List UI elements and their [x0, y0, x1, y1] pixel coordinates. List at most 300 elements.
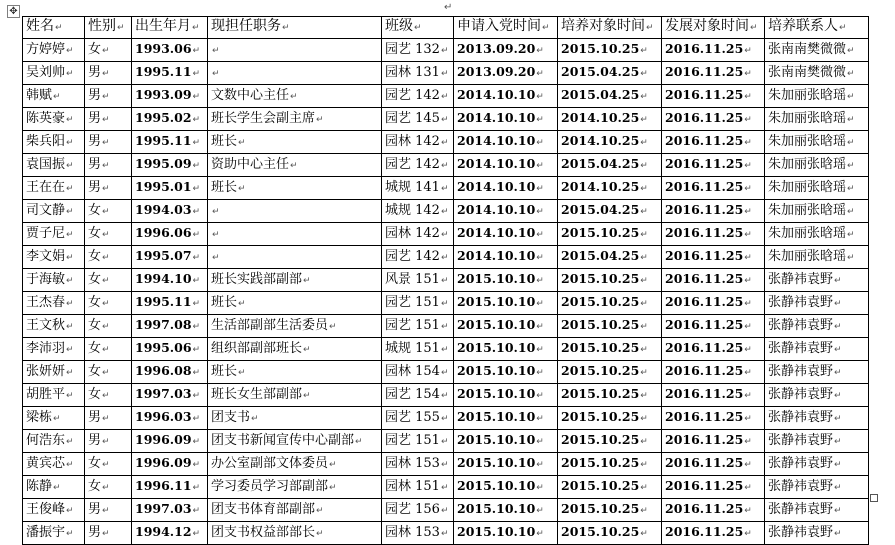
cell-name[interactable] — [23, 154, 85, 177]
cell-birth[interactable] — [132, 315, 208, 338]
cell-position[interactable] — [208, 154, 382, 177]
table-row — [23, 407, 869, 430]
cell-develop-date[interactable] — [662, 62, 765, 85]
cell-class[interactable] — [382, 292, 454, 315]
cell-name-text: 王杰春 — [26, 294, 66, 310]
cell-position[interactable] — [208, 522, 382, 545]
cell-name[interactable] — [23, 269, 85, 292]
cell-contact[interactable] — [765, 453, 869, 476]
cell-cultivate-date[interactable] — [558, 154, 662, 177]
cell-name[interactable] — [23, 361, 85, 384]
cell-birth[interactable] — [132, 361, 208, 384]
cell-end-mark: ↵ — [66, 114, 74, 125]
cell-birth[interactable] — [132, 522, 208, 545]
cell-gender[interactable] — [85, 292, 132, 315]
cell-position[interactable] — [208, 453, 382, 476]
cell-class[interactable] — [382, 39, 454, 62]
table-row — [23, 338, 869, 361]
cell-contact[interactable] — [765, 200, 869, 223]
cell-gender[interactable] — [85, 246, 132, 269]
cell-end-mark: ↵ — [744, 184, 752, 194]
cell-gender[interactable] — [85, 223, 132, 246]
cell-develop-date[interactable] — [662, 499, 765, 522]
cell-contact-text: 张静祎袁野 — [768, 501, 834, 517]
cell-class[interactable] — [382, 315, 454, 338]
cell-develop-date[interactable] — [662, 154, 765, 177]
cell-end-mark: ↵ — [640, 345, 648, 355]
cell-develop-date[interactable] — [662, 246, 765, 269]
cell-birth-text: 1997.03 — [135, 386, 192, 401]
cell-class[interactable] — [382, 62, 454, 85]
cell-apply-date[interactable] — [454, 315, 558, 338]
cell-end-mark: ↵ — [847, 229, 855, 240]
cell-develop-date[interactable] — [662, 39, 765, 62]
cell-cultivate-date-text: 2015.10.25 — [561, 340, 640, 355]
cell-apply-date[interactable] — [454, 39, 558, 62]
cell-end-mark: ↵ — [646, 23, 654, 33]
cell-class[interactable] — [382, 131, 454, 154]
cell-class[interactable] — [382, 200, 454, 223]
cell-develop-date[interactable] — [662, 85, 765, 108]
cell-gender-text: 女 — [88, 202, 102, 218]
cell-gender[interactable] — [85, 315, 132, 338]
cell-apply-date[interactable] — [454, 407, 558, 430]
cell-apply-date[interactable] — [454, 154, 558, 177]
cell-name[interactable] — [23, 453, 85, 476]
cell-name[interactable] — [23, 39, 85, 62]
cell-name[interactable] — [23, 499, 85, 522]
cell-apply-date[interactable] — [454, 476, 558, 499]
cell-cultivate-date-text: 2014.10.25 — [561, 133, 640, 148]
cell-gender-text: 女 — [88, 478, 102, 494]
cell-contact[interactable] — [765, 384, 869, 407]
cell-cultivate-date[interactable] — [558, 62, 662, 85]
cell-apply-date[interactable] — [454, 200, 558, 223]
cell-gender[interactable] — [85, 39, 132, 62]
cell-apply-date-text: 2014.10.10 — [457, 156, 536, 171]
cell-end-mark: ↵ — [102, 91, 110, 102]
cell-class[interactable] — [382, 361, 454, 384]
cell-name-text: 李文娟 — [26, 248, 66, 264]
cell-contact[interactable] — [765, 476, 869, 499]
cell-end-mark: ↵ — [303, 390, 311, 401]
cell-end-mark: ↵ — [440, 68, 449, 79]
cell-end-mark: ↵ — [66, 229, 74, 240]
cell-birth[interactable] — [132, 85, 208, 108]
cell-develop-date[interactable] — [662, 361, 765, 384]
cell-develop-date-text: 2016.11.25 — [665, 455, 744, 470]
cell-name[interactable] — [23, 476, 85, 499]
table-resize-handle[interactable] — [870, 494, 878, 502]
cell-develop-date-text: 2016.11.25 — [665, 501, 744, 516]
cell-position-text: 班长 — [211, 363, 238, 379]
cell-apply-date[interactable] — [454, 108, 558, 131]
cell-class[interactable] — [382, 407, 454, 430]
cell-end-mark: ↵ — [192, 230, 201, 240]
cell-class[interactable] — [382, 246, 454, 269]
cell-apply-date[interactable] — [454, 85, 558, 108]
cell-gender[interactable] — [85, 453, 132, 476]
header-cell-name[interactable] — [23, 17, 85, 39]
cell-birth[interactable] — [132, 108, 208, 131]
cell-cultivate-date[interactable] — [558, 85, 662, 108]
cell-contact[interactable] — [765, 246, 869, 269]
cell-class[interactable] — [382, 154, 454, 177]
cell-develop-date-text: 2016.11.25 — [665, 64, 744, 79]
cell-class[interactable] — [382, 85, 454, 108]
cell-class-text: 城规 141 — [385, 179, 440, 195]
cell-cultivate-date[interactable] — [558, 407, 662, 430]
cell-contact[interactable] — [765, 177, 869, 200]
cell-end-mark: ↵ — [66, 160, 74, 171]
cell-name[interactable] — [23, 131, 85, 154]
cell-name[interactable] — [23, 62, 85, 85]
cell-apply-date[interactable] — [454, 499, 558, 522]
cell-birth[interactable] — [132, 62, 208, 85]
cell-gender[interactable] — [85, 200, 132, 223]
cell-cultivate-date[interactable] — [558, 269, 662, 292]
cell-end-mark: ↵ — [192, 23, 200, 33]
cell-contact[interactable] — [765, 338, 869, 361]
cell-end-mark: ↵ — [102, 482, 110, 493]
cell-cultivate-date[interactable] — [558, 499, 662, 522]
cell-apply-date[interactable] — [454, 338, 558, 361]
cell-class[interactable] — [382, 476, 454, 499]
cell-contact[interactable] — [765, 85, 869, 108]
cell-position[interactable] — [208, 361, 382, 384]
cell-position[interactable] — [208, 430, 382, 453]
cell-apply-date[interactable] — [454, 522, 558, 545]
cell-cultivate-date-text: 2015.04.25 — [561, 87, 640, 102]
cell-cultivate-date[interactable] — [558, 315, 662, 338]
cell-develop-date[interactable] — [662, 292, 765, 315]
cell-develop-date[interactable] — [662, 522, 765, 545]
cell-gender-text: 女 — [88, 455, 102, 471]
cell-class-text: 园林 154 — [385, 363, 440, 379]
cell-end-mark: ↵ — [542, 23, 550, 33]
cell-position[interactable] — [208, 407, 382, 430]
cell-cultivate-date[interactable] — [558, 200, 662, 223]
cell-class-text: 园艺 151 — [385, 294, 440, 310]
cell-contact[interactable] — [765, 522, 869, 545]
cell-apply-date[interactable] — [454, 223, 558, 246]
cell-develop-date[interactable] — [662, 384, 765, 407]
cell-position[interactable] — [208, 384, 382, 407]
cell-class-text: 城规 151 — [385, 340, 440, 356]
cell-develop-date[interactable] — [662, 269, 765, 292]
cell-gender-text: 男 — [88, 409, 102, 425]
cell-birth[interactable] — [132, 177, 208, 200]
cell-name-text: 方婷婷 — [26, 41, 66, 57]
cell-contact[interactable] — [765, 430, 869, 453]
cell-contact[interactable] — [765, 108, 869, 131]
cell-develop-date[interactable] — [662, 131, 765, 154]
cell-name[interactable] — [23, 315, 85, 338]
cell-end-mark: ↵ — [66, 528, 74, 539]
cell-birth[interactable] — [132, 430, 208, 453]
cell-end-mark: ↵ — [316, 505, 324, 516]
cell-gender[interactable] — [85, 62, 132, 85]
cell-gender[interactable] — [85, 499, 132, 522]
cell-gender[interactable] — [85, 154, 132, 177]
cell-develop-date[interactable] — [662, 315, 765, 338]
header-cell-class[interactable] — [382, 17, 454, 39]
cell-name[interactable] — [23, 177, 85, 200]
cell-class-text: 园艺 142 — [385, 248, 440, 264]
cell-develop-date[interactable] — [662, 177, 765, 200]
cell-class[interactable] — [382, 384, 454, 407]
cell-contact[interactable] — [765, 39, 869, 62]
cell-cultivate-date[interactable] — [558, 292, 662, 315]
cell-birth[interactable] — [132, 131, 208, 154]
cell-end-mark: ↵ — [744, 414, 752, 424]
cell-position[interactable] — [208, 85, 382, 108]
cell-birth[interactable] — [132, 200, 208, 223]
cell-contact-text: 张静祎袁野 — [768, 317, 834, 333]
cell-position-text: 班长 — [211, 294, 238, 310]
header-cell-contact[interactable] — [765, 17, 869, 39]
cell-name-text: 司文静 — [26, 202, 66, 218]
cell-develop-date[interactable] — [662, 430, 765, 453]
cell-end-mark: ↵ — [212, 206, 220, 217]
cell-end-mark: ↵ — [102, 505, 110, 516]
cell-cultivate-date[interactable] — [558, 39, 662, 62]
cell-end-mark: ↵ — [192, 115, 201, 125]
cell-contact[interactable] — [765, 292, 869, 315]
cell-gender[interactable] — [85, 108, 132, 131]
cell-apply-date[interactable] — [454, 361, 558, 384]
cell-class-text: 园林 151 — [385, 478, 440, 494]
cell-develop-date[interactable] — [662, 476, 765, 499]
cell-birth[interactable] — [132, 384, 208, 407]
cell-name[interactable] — [23, 246, 85, 269]
cell-apply-date[interactable] — [454, 246, 558, 269]
cell-birth[interactable] — [132, 476, 208, 499]
cell-birth-text: 1994.03 — [135, 202, 192, 217]
cell-class[interactable] — [382, 338, 454, 361]
cell-apply-date[interactable] — [454, 453, 558, 476]
cell-class[interactable] — [382, 108, 454, 131]
cell-birth[interactable] — [132, 269, 208, 292]
cell-end-mark: ↵ — [744, 69, 752, 79]
header-cell-cultivate-date[interactable] — [558, 17, 662, 39]
cell-cultivate-date[interactable] — [558, 177, 662, 200]
cell-name[interactable] — [23, 223, 85, 246]
cell-end-mark: ↵ — [192, 161, 201, 171]
cell-gender[interactable] — [85, 131, 132, 154]
cell-name[interactable] — [23, 292, 85, 315]
cell-apply-date[interactable] — [454, 131, 558, 154]
cell-end-mark: ↵ — [440, 137, 449, 148]
cell-gender-text: 女 — [88, 248, 102, 264]
cell-end-mark: ↵ — [192, 460, 201, 470]
cell-cultivate-date[interactable] — [558, 361, 662, 384]
cell-gender[interactable] — [85, 407, 132, 430]
cell-birth-text: 1994.12 — [135, 524, 192, 539]
cell-end-mark: ↵ — [536, 207, 544, 217]
cell-gender[interactable] — [85, 430, 132, 453]
cell-contact-text: 张静祎袁野 — [768, 271, 834, 287]
cell-contact[interactable] — [765, 361, 869, 384]
cell-class[interactable] — [382, 269, 454, 292]
cell-position[interactable] — [208, 246, 382, 269]
header-cell-gender[interactable] — [85, 17, 132, 39]
cell-gender[interactable] — [85, 361, 132, 384]
cell-position[interactable] — [208, 338, 382, 361]
cell-position[interactable] — [208, 39, 382, 62]
cell-develop-date-text: 2016.11.25 — [665, 294, 744, 309]
cell-position[interactable] — [208, 315, 382, 338]
cell-end-mark: ↵ — [440, 298, 449, 309]
cell-develop-date[interactable] — [662, 223, 765, 246]
cell-develop-date[interactable] — [662, 338, 765, 361]
cell-apply-date-text: 2015.10.10 — [457, 386, 536, 401]
cell-end-mark: ↵ — [834, 344, 842, 355]
cell-gender[interactable] — [85, 522, 132, 545]
cell-position[interactable] — [208, 499, 382, 522]
cell-birth[interactable] — [132, 453, 208, 476]
cell-cultivate-date[interactable] — [558, 476, 662, 499]
cell-apply-date-text: 2015.10.10 — [457, 455, 536, 470]
table-row — [23, 223, 869, 246]
cell-apply-date-text: 2013.09.20 — [457, 41, 536, 56]
cell-position[interactable] — [208, 108, 382, 131]
cell-contact[interactable] — [765, 154, 869, 177]
header-cell-birth[interactable] — [132, 17, 208, 39]
cell-class[interactable] — [382, 430, 454, 453]
cell-position[interactable] — [208, 200, 382, 223]
cell-birth[interactable] — [132, 292, 208, 315]
cell-name[interactable] — [23, 108, 85, 131]
cell-end-mark: ↵ — [66, 321, 74, 332]
cell-end-mark: ↵ — [66, 436, 74, 447]
cell-apply-date-text: 2014.10.10 — [457, 202, 536, 217]
cell-end-mark: ↵ — [640, 368, 648, 378]
cell-apply-date[interactable] — [454, 269, 558, 292]
cell-birth-text: 1995.11 — [135, 133, 192, 148]
cell-cultivate-date-text: 2015.10.25 — [561, 409, 640, 424]
cell-name[interactable] — [23, 338, 85, 361]
cell-gender[interactable] — [85, 338, 132, 361]
cell-end-mark: ↵ — [536, 276, 544, 286]
cell-contact[interactable] — [765, 269, 869, 292]
cell-end-mark: ↵ — [640, 138, 648, 148]
cell-apply-date-text: 2014.10.10 — [457, 133, 536, 148]
cell-cultivate-date-text: 2015.10.25 — [561, 432, 640, 447]
cell-end-mark: ↵ — [640, 529, 648, 539]
cell-end-mark: ↵ — [66, 459, 74, 470]
cell-cultivate-date[interactable] — [558, 430, 662, 453]
cell-gender-text: 男 — [88, 432, 102, 448]
cell-gender[interactable] — [85, 384, 132, 407]
cell-birth[interactable] — [132, 499, 208, 522]
cell-name[interactable] — [23, 522, 85, 545]
cell-name[interactable] — [23, 407, 85, 430]
cell-end-mark: ↵ — [834, 459, 842, 470]
cell-class-text: 园艺 156 — [385, 501, 440, 517]
cell-end-mark: ↵ — [316, 114, 324, 125]
cell-develop-date-text: 2016.11.25 — [665, 363, 744, 378]
cell-end-mark: ↵ — [440, 344, 449, 355]
cell-develop-date[interactable] — [662, 108, 765, 131]
header-cell-apply-date[interactable] — [454, 17, 558, 39]
cell-end-mark: ↵ — [744, 299, 752, 309]
cell-name[interactable] — [23, 384, 85, 407]
cell-contact[interactable] — [765, 407, 869, 430]
cell-name[interactable] — [23, 85, 85, 108]
cell-position[interactable] — [208, 269, 382, 292]
cell-end-mark: ↵ — [536, 529, 544, 539]
cell-cultivate-date[interactable] — [558, 338, 662, 361]
cell-cultivate-date-text: 2015.10.25 — [561, 478, 640, 493]
cell-birth[interactable] — [132, 223, 208, 246]
cell-class[interactable] — [382, 522, 454, 545]
cell-contact[interactable] — [765, 131, 869, 154]
cell-contact[interactable] — [765, 62, 869, 85]
cell-cultivate-date[interactable] — [558, 522, 662, 545]
cell-develop-date[interactable] — [662, 407, 765, 430]
cell-gender[interactable] — [85, 177, 132, 200]
cell-cultivate-date[interactable] — [558, 246, 662, 269]
cell-birth[interactable] — [132, 39, 208, 62]
cell-develop-date[interactable] — [662, 453, 765, 476]
cell-end-mark: ↵ — [66, 206, 74, 217]
cell-develop-date[interactable] — [662, 200, 765, 223]
table-move-handle-icon[interactable]: ✥ — [7, 5, 20, 18]
cell-end-mark: ↵ — [102, 252, 110, 263]
cell-cultivate-date[interactable] — [558, 223, 662, 246]
cell-position[interactable] — [208, 223, 382, 246]
cell-class[interactable] — [382, 499, 454, 522]
cell-position[interactable] — [208, 292, 382, 315]
cell-position[interactable] — [208, 62, 382, 85]
cell-gender-text: 女 — [88, 363, 102, 379]
cell-class[interactable] — [382, 177, 454, 200]
cell-cultivate-date[interactable] — [558, 384, 662, 407]
cell-apply-date[interactable] — [454, 384, 558, 407]
cell-gender[interactable] — [85, 476, 132, 499]
cell-cultivate-date[interactable] — [558, 108, 662, 131]
cell-gender[interactable] — [85, 85, 132, 108]
cell-birth[interactable] — [132, 407, 208, 430]
header-cell-position[interactable] — [208, 17, 382, 39]
cell-cultivate-date[interactable] — [558, 453, 662, 476]
cell-contact[interactable] — [765, 499, 869, 522]
cell-position[interactable] — [208, 476, 382, 499]
cell-apply-date[interactable] — [454, 430, 558, 453]
cell-apply-date[interactable] — [454, 177, 558, 200]
cell-contact[interactable] — [765, 223, 869, 246]
header-cell-develop-date[interactable] — [662, 17, 765, 39]
cell-class-text: 园艺 155 — [385, 409, 440, 425]
cell-position[interactable] — [208, 177, 382, 200]
cell-class[interactable] — [382, 223, 454, 246]
cell-name[interactable] — [23, 430, 85, 453]
cell-cultivate-date[interactable] — [558, 131, 662, 154]
cell-birth-text: 1993.06 — [135, 41, 192, 56]
cell-position[interactable] — [208, 131, 382, 154]
cell-gender[interactable] — [85, 269, 132, 292]
cell-birth[interactable] — [132, 246, 208, 269]
cell-class[interactable] — [382, 453, 454, 476]
cell-birth[interactable] — [132, 154, 208, 177]
cell-end-mark: ↵ — [744, 529, 752, 539]
cell-apply-date[interactable] — [454, 292, 558, 315]
cell-contact[interactable] — [765, 315, 869, 338]
cell-birth[interactable] — [132, 338, 208, 361]
cell-name[interactable] — [23, 200, 85, 223]
cell-apply-date[interactable] — [454, 62, 558, 85]
